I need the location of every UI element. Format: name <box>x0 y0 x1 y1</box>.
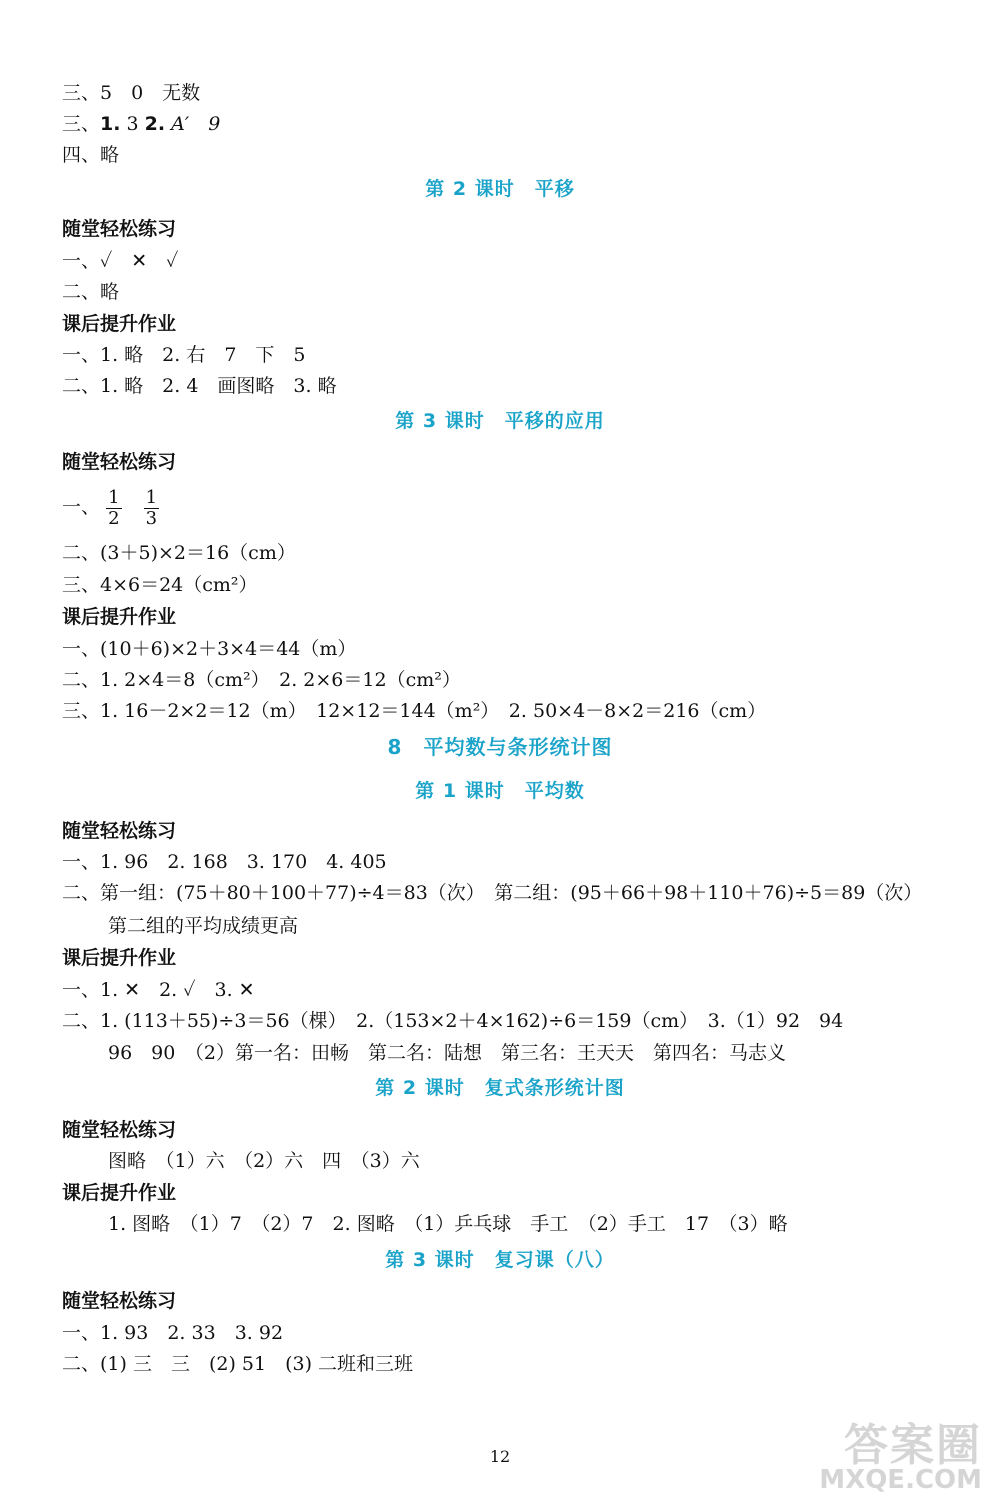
answer-line: 三、5 0 无数 <box>62 82 201 104</box>
lesson-heading: 第 3 课时 复习课（八） <box>385 1249 615 1271</box>
lesson-heading: 第 2 课时 复式条形统计图 <box>375 1077 625 1099</box>
fraction <box>144 488 159 529</box>
answer-line: 96 90 （2）第一名：田畅 第二名：陆想 第三名：王天天 第四名：马志义 <box>108 1042 786 1064</box>
answer-line: 一、✓ ✕ ✓ <box>62 250 179 272</box>
fraction-denominator: 2 <box>108 507 120 529</box>
section-title: 随堂轻松练习 <box>62 1119 177 1141</box>
answer-line: 二、1. 略 2. 4 画图略 3. 略 <box>62 375 337 397</box>
lesson-heading: 第 1 课时 平均数 <box>415 780 585 802</box>
fraction <box>106 488 121 529</box>
section-title: 课后提升作业 <box>62 1182 177 1204</box>
section-title: 课后提升作业 <box>62 606 177 628</box>
page-number: 12 <box>489 1447 511 1466</box>
answer-value: A′ 9 <box>171 113 221 135</box>
question-number: 1. <box>100 113 121 135</box>
watermark-url: MXQE.COM <box>819 1465 982 1495</box>
answer-line: 四、略 <box>62 144 120 166</box>
answer-line: 图略 （1）六 （2）六 四 （3）六 <box>108 1150 420 1172</box>
answer-line <box>62 111 220 137</box>
fraction-numerator: 1 <box>108 486 120 508</box>
answer-line: 一、1. 93 2. 33 3. 92 <box>62 1322 284 1344</box>
answer-line: 三、1. 16－2×2＝12（m） 12×12＝144（m²） 2. 50×4－8×2＝216（cm） <box>62 700 767 722</box>
section-title: 课后提升作业 <box>62 947 177 969</box>
section-title: 随堂轻松练习 <box>62 218 177 240</box>
watermark-text: 答案圈 <box>844 1420 982 1471</box>
answer-line: 二、略 <box>62 281 120 303</box>
lesson-heading: 第 3 课时 平移的应用 <box>395 410 605 432</box>
answer-line: 二、第一组：(75＋80＋100＋77)÷4＝83（次） 第二组：(95＋66＋98＋110＋76)÷5＝89（次） <box>62 882 923 904</box>
answer-line: 二、(3＋5)×2＝16（cm） <box>62 542 296 564</box>
section-title: 随堂轻松练习 <box>62 451 177 473</box>
lesson-heading: 第 2 课时 平移 <box>425 178 575 200</box>
answer-line: 一、(10＋6)×2＋3×4＝44（m） <box>62 638 357 660</box>
answer-line <box>62 485 175 529</box>
question-number: 2. <box>144 113 166 135</box>
section-title: 随堂轻松练习 <box>62 820 177 842</box>
section-title: 课后提升作业 <box>62 313 177 335</box>
answer-line: 三、4×6＝24（cm²） <box>62 574 258 596</box>
answer-line: 一、1. ✕ 2. ✓ 3. ✕ <box>62 979 255 1001</box>
answer-value: 3 <box>126 113 139 135</box>
watermark-logo <box>782 1409 992 1495</box>
answer-line: 1. 图略 （1）7 （2）7 2. 图略 （1）乒乓球 手工 （2）手工 17 （3）略 <box>108 1213 788 1235</box>
chapter-heading: 8 平均数与条形统计图 <box>387 735 613 759</box>
fraction-numerator: 1 <box>145 486 158 508</box>
answer-prefix: 三、 <box>62 113 101 135</box>
fraction-denominator: 3 <box>145 507 158 529</box>
answer-line: 二、1. (113＋55)÷3＝56（棵） 2.（153×2＋4×162)÷6＝159（cm） 3.（1）92 94 <box>62 1010 844 1032</box>
answer-line: 一、1. 96 2. 168 3. 170 4. 405 <box>62 851 387 873</box>
answer-line: 二、(1) 三 三 (2) 51 (3) 二班和三班 <box>62 1353 414 1375</box>
answer-line: 二、1. 2×4＝8（cm²） 2. 2×6＝12（cm²） <box>62 669 461 691</box>
section-title: 随堂轻松练习 <box>62 1290 177 1312</box>
answer-prefix: 一、 <box>62 496 101 518</box>
answer-line: 一、1. 略 2. 右 7 下 5 <box>62 344 306 366</box>
answer-line: 第二组的平均成绩更高 <box>108 915 299 937</box>
